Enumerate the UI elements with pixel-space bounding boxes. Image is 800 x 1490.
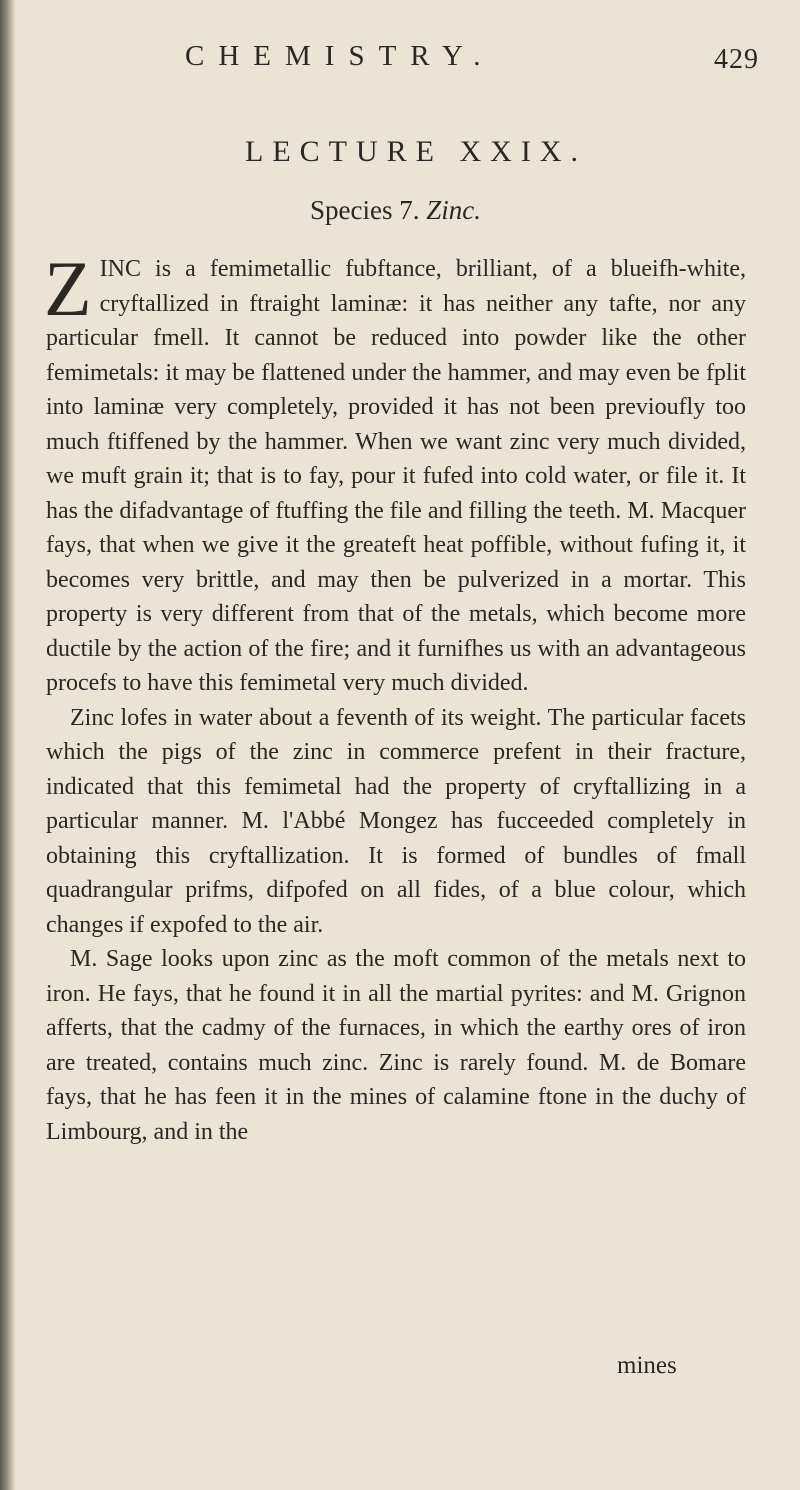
running-head: CHEMISTRY. (185, 40, 495, 72)
page-number: 429 (714, 44, 759, 75)
drop-cap: Z (44, 245, 92, 332)
lecture-title: LECTURE XXIX. (245, 135, 587, 168)
catchword: mines (617, 1352, 677, 1379)
body-text (44, 245, 746, 1149)
paragraph-3: M. Sage looks upon zinc as the moft common of the metals next to iron. He fays, that he found it in all the martial pyrites: and M. Grignon afferts, that the cadmy of the furnaces, in which the earthy ores of iron are treated, contains much zinc. Zinc is rarely found. M. de Bomare fays, that he has feen it in the mines of calamine ftone in the duchy of Limbourg, and in the (46, 946, 746, 1145)
paragraph-2: Zinc lofes in water about a feventh of its weight. The particular facets which the pigs of the zinc in commerce prefent in their fracture, indicated that this femimetal had the property of cryftallizing in a particular manner. M. l'Abbé Mongez has fucceeded completely in obtaining this cryftallization. It is formed of bundles of fmall quadrangular prifms, difpofed on all fides, of a blue colour, which changes if expofed to the air. (46, 704, 746, 938)
species-heading (310, 195, 710, 226)
species-label: Species 7. (310, 195, 420, 225)
species-name: Zinc. (426, 195, 481, 225)
paragraph-1 (44, 245, 746, 701)
paragraph-1-text: INC is a femimetallic fubftance, brilliant, of a blueifh-white, cryftallized in ftraight laminæ: it has neither any tafte, nor any particular fmell. It cannot be reduced into powder like the other femimetals: it may be flattened under the hammer, and may even be fplit into laminæ very completely, provided it has not been previoufly too much ftiffened by the hammer. When we want zinc very much divided, we muft grain it; that is to fay, pour it fufed into cold water, or file it. It has the difadvantage of ftuffing the file and filling the teeth. M. Macquer fays, that when we give it the greateft heat poffible, without fufing it, it becomes very brittle, and may then be pulverized in a mortar. This property is very different from that of the metals, which become more ductile by the action of the fire; and it furnifhes us with an advantageous procefs to have this femimetal very much divided. (46, 256, 746, 696)
